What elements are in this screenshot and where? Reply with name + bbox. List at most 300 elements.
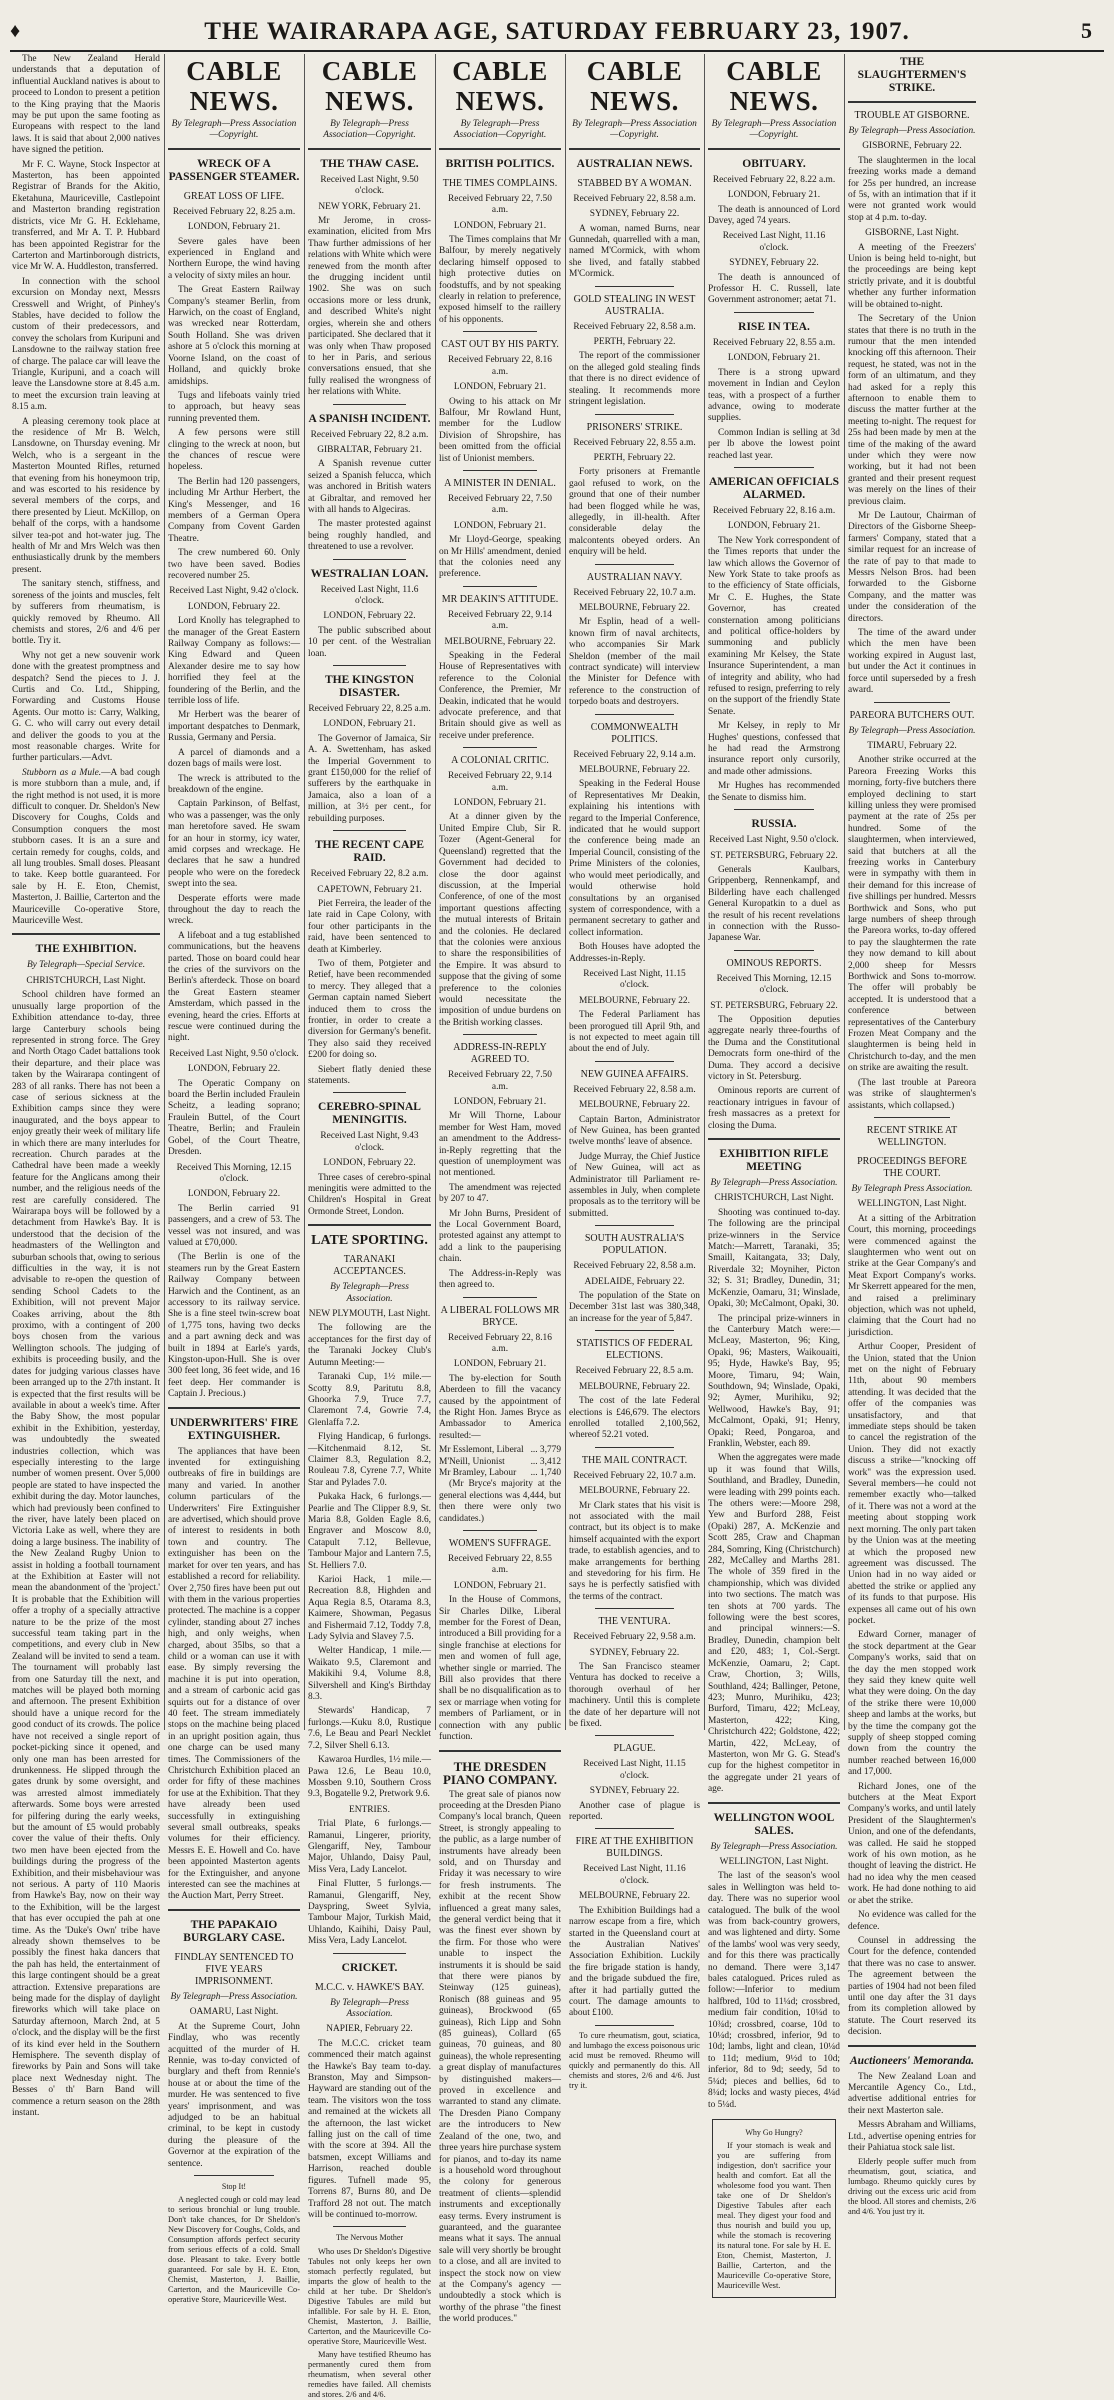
table-row [439,1445,561,1456]
dateline: CHRISTCHURCH, Last Night. [714,1193,834,1204]
article-paragraph: (Mr Bryce's majority at the general elections was 4,444, but then there were only two candidates.) [439,1479,561,1524]
received-line: Received February 22, 10.7 a.m. [573,1470,696,1481]
sub-heading: OMINOUS REPORTS. [726,957,822,969]
article-paragraph: Captain Parkinson, of Belfast, who was a passenger, was the only man heretofore saved. He swam for an hour in stormy, icy water, amid corpses and wreckage. He declares that he saw a hundred people who were on the foredeck swept into the sea. [168,799,300,890]
article-paragraph: The M.C.C. cricket team commenced their match against the Hawke's Bay team to-day. Branston, May and Simpson-Hayward are standing out of the team. The visitors won the toss and remained at the wickets all the afternoon, the last wicket falling just on the call of time with the score at 394. All the batsmen, except Williams and Harrison, reached double figures. Tufnell made 95, Torrens 87, Burns 80, and De Trafford 28 not out. The match will be continued to-morrow. [308,2038,431,2220]
article-paragraph: Mr Jerome, in cross-examination, elicited from Mrs Thaw further admissions of her relations with White which were renewed from the month after the drugging incident until 1902. She was on such occasions more or less drunk, and described White's night orgies, wherein she and others participated. She declared that it was only when Thaw proposed to her in Paris, and serious conversations ensued, that she fully realised the wrongness of her relations with White. [308,216,431,398]
article-paragraph: The Berlin had 120 passengers, including Mr Arthur Herbert, the King's Messenger, and 16 members of a German Opera Company from Covent Garden Theatre. [168,476,300,544]
article-paragraph: Pukaka Hack, 6 furlongs.—Pearlie and The Clipper 8.9, St. Maria 8.8, Golden Eagle 8.6, Engraver and Moscow 8.0, Catapult 7.12, Bellevue, Tambour Major and Lantern 7.5, St. Helliers 7.0. [308,1492,431,1571]
section-heading: WESTRALIAN LOAN. [310,567,429,580]
article-paragraph: The time of the award under which the men have been working expired in August last, but under the Act it continues in force until superseded by a fresh award. [848,628,976,696]
dateline: ADELAIDE, February 22. [584,1276,685,1287]
article-paragraph: Mr Kelsey, in reply to Mr Hughes' questions, confessed that he had read the Armstrong insurance report only cursorily, and made other admissions. [708,721,840,777]
article-paragraph: Captain Barton, Administrator of New Guinea, has been granted twelve months' leave of absence. [569,1114,700,1148]
section-rule [333,404,407,405]
dateline: WELLINGTON, Last Night. [719,1856,829,1867]
column-divider [844,54,845,1730]
received-line: Received February 22, 9.14 a.m. [448,609,552,632]
section-heading: LATE SPORTING. [311,1233,428,1249]
byline: By Telegraph—Press Association. [330,1997,409,2019]
received-line: Received February 22, 8.58 a.m. [573,1084,696,1095]
received-line: Received February 22, 8.2 a.m. [310,869,429,880]
article-paragraph: Another case of plague is reported. [569,1800,700,1823]
section-rule [463,1297,536,1298]
article-paragraph: No evidence was called for the defence. [848,1910,976,1932]
dateline: PERTH, February 22. [593,452,676,463]
article-paragraph: When the aggregates were made up it was found that Wills, Southland, and Bradley, Dunedin, were leading with 299 points each. The others were:—Moore 298, Yew and Burford 288, Feist (Opaki) 287, A. McKenzie and Scott 285, Craw and Chapman 284, Somring, King (Christchurch) 282, McCalley and Marths 281. The whole of 359 fired in the championship, which was divided into two sections. The match was ten shots at 700 yards. The following were the best scores, and principal winners:—S. Bradley, Dunedin, champion belt and £20, 483; 1, Col.-Sergt. McKenzie, Oamaru, 2; Capt. Craw, Chortion, 3; Wills, Southland, 424; Ballinger, Petone, 423; Munro, Murihiku, 423; Burford, Timaru, 422; McLeay, Masterton, 422; King, Christchurch 422; Goldstone, 422; Martin, 422, McLeay, of Masterton, won Mr G. G. Stead's cup for the highest competitor in the aggregate under 21 years of age. [708,1453,840,1795]
article-paragraph: Welter Handicap, 1 mile.—Waikato 9.5, Claremont and Makikihi 9.4, Volume 8.8, Silvershell and King's Birthday 8.3. [308,1646,431,1703]
sub-heading: ADDRESS-IN-REPLY AGREED TO. [453,1042,547,1066]
column-masthead: CABLE NEWS. [186,56,282,116]
byline: By Telegraph—Special Service. [26,960,146,971]
section-rule [333,830,407,831]
dateline: TIMARU, February 22. [867,740,957,751]
byline: By Telegraph—Press Association. [330,1282,409,1304]
sub-heading: THE TIMES COMPLAINS. [442,177,558,189]
section-rule [848,101,976,103]
article-paragraph: Another strike occurred at the Pareora Freezing Works this morning, forty-five butchers there employed declining to start killing unless they were promised payment at the rate of 25s per hundred. Some of the slaughtermen, when interviewed, said that butchers at all the freezing works in Canterbury were in sympathy with them in their demand for this increase of five shillings per hundred. Messrs Borthwick and Sons, who put large numbers of sheep through the Pareora works, to-day offered to pay the slaughtermen the rate they now demand to kill about 2,000 sheep for Messrs Borthwick and Sons to-morrow. The offer will probably be accepted. It is understood that a conference between representatives of the Canterbury Frozen Meat Company and the slaughtermen is being held in Christchurch to-day, and the men on strike are awaiting the result. [848,755,976,1074]
advert-body: If your stomach is weak and you are suffering from indigestion, don't sacrifice your health and comfort. Eat all the wholesome food you want. Then take one of Dr Sheldon's Digestive Tabules after each meal. They digest your food and thus nourish and build you up, while the stomach is recovering its natural tone. For sale by H. E. Eton, Chemist, Masterton, J. Baillie, Carterton, and the Mauriceville Co-operative Store, Mauriceville West. [717,2141,831,2291]
vote-count: 3,412 [539,1456,561,1467]
section-rule [708,1802,840,1804]
sub-heading: THE VENTURA. [598,1616,671,1628]
article-paragraph: A meeting of the Freezers' Union is being held to-night, but the proceedings are being kept strictly private, and it is doubtful whether any further information will be obtained to-night. [848,242,976,310]
article-paragraph: A Spanish revenue cutter seized a Spanish felucca, which was anchored in British waters at Gibraltar, and removed her with all hands to Algeciras. [308,459,431,515]
dateline: WELLINGTON, Last Night. [857,1199,967,1210]
section-rule [439,1750,561,1752]
article-paragraph: The master protested against being roughly handled, and threatened to use a revolver. [308,519,431,553]
article-paragraph: The principal prize-winners in the Canterbury Match were:—McLeay, Masterton, 96; King, Opaki, 96; Masters, Waikouaiti, 95; Hyde, Hawke's Bay, 95; Moore, Timaru, 94; Wain, Southdown, 94; Winslade, Opaki, 92; Aymer, Murihiku, 92; Wellwood, Hawke's Bay, 91; McCalmont, Opaki, 91; Henry, Opaki; Reed, Pongaroa, and Franklin, Webster, each 89. [708,1313,840,1449]
article-paragraph: The appliances that have been invented for extinguishing outbreaks of fire in buildings are many and varied. In another column particulars of the Underwriters' Fire Extinguisher are advertised, which should prove of interest to residents in both town and country. The extinguisher has been on the market for over ten years, and has established a record for reliability. Over 2,750 fires have been put out with them in the various properties protected. The machine is a copper cylinder, standing about 27 inches high, and only weighs, when charged, about 35lbs, so that a child or a woman can use it with ease. By simply reversing the machine it is put into operation, and a stream of carbonic acid gas squirts out for a distance of over 40 feet. The stream immediately stops on the machine being placed in an upright position again, thus one charge can be used many times. The Commissioners of the Christchurch Exhibition placed an order for fifty of these machines for use at the Exhibition. That they have already been used successfully in extinguishing several small outbreaks, speaks volumes for their efficiency. Messrs E. E. Howell and Co. have been appointed Masterton agents for the Extinguisher, and anyone interested can see the machines at the Auction Mart, Perry Street. [168,1446,300,1902]
column-2 [168,54,300,2305]
article-paragraph: The great sale of pianos now proceeding at the Dresden Piano Company's local branch, Queen Street, is strongly appealing to the public, as a large number of instruments have already been sold, and on Thursday and Friday it was necessary to wire for fresh instruments. The exhibit at the recent Show influenced a great many sales, the general verdict being that it was the finest ever shown by the firm. For those who were unable to inspect the instruments it is should be said that there were pianos by Steinway (125 guineas), Ronisch (88 guineas and 95 guineas), Brockwood (65 guineas), Rich Lipp and Sohn (85 guineas), Collard (65 guineas, 70 guineas, and 80 guineas), the whole representing a great display of manufactures by distinguished makers—proved in excellence and warranted to stand any climate. The Dresden Piano Company are the introducers to New Zealand of the one, two, and three years hire purchase system for pianos, and to-day its name is a household word throughout the colony for generous treatment of clients—splendid instruments and exceptionally easy terms. Every instrument is guaranteed, and the guarantee means what it says. The annual sale will very shortly be brought to a close, and all are invited to inspect the stock now on view at the Company's agency — undoubtedly a stock which is worthy of the phrase "the finest the world produces." [439,1789,561,2325]
section-rule [463,1530,536,1531]
article-paragraph: The Opposition deputies aggregate nearly three-fourths of the Duma and the Constitutional Democrats form one-third of the Duma. They accord a decisive victory in St. Petersburg. [708,1014,840,1082]
sub-heading: COMMONWEALTH POLITICS. [590,721,679,745]
column-6 [708,54,840,2291]
received-line: Received February 22, 8.58 a.m. [573,1261,696,1272]
dateline: MELBOURNE, February 22. [579,1486,690,1497]
section-rule [595,2025,674,2026]
sub-heading: GREAT LOSS OF LIFE. [183,190,285,202]
section-rule [595,1828,674,1829]
received-line: Received February 22, 8.16 a.m. [448,355,552,377]
dateline: LONDON, February 21. [453,1097,547,1107]
sub-heading: STATISTICS OF FEDERAL ELECTIONS. [576,1338,693,1362]
article-paragraph: Owing to his attack on Mr Balfour, Mr Rowland Hunt, member for the Ludlow Division of Shropshire, has been omitted from the official list of Unionist members. [439,396,561,464]
dateline: LONDON, February 21. [453,520,547,531]
dateline: LONDON, February 21. [187,222,281,233]
section-rule [463,1034,536,1035]
column-masthead: CABLE NEWS. [726,56,822,116]
masthead-rule [10,50,1104,52]
article-paragraph: The New York correspondent of the Times reports that under the law which allows the Governor of New York State to take proofs as to the efficiency of State officials, Mr C. E. Hughes, the State Governor, has created consternation among politicians and political office-holders by summoning and publicly examining Mr Kelsey, the State Insurance Superintendent, a man of integrity and ability, who had refused to resign, preferring to rely on the support of the friendly State Senate. [708,535,840,717]
article-paragraph: Mr Hughes has recommended the Senate to dismiss him. [708,781,840,803]
section-rule [12,933,160,935]
received-line: Received Last Night, 11.16 o'clock. [583,1864,686,1886]
article-paragraph: Kawaroa Hurdles, 1½ mile.—Pawa 12.6, Le Beau 10.0, Mossben 9.10, Southern Cross 9.3, Bogatelle 9.2, Pretwork 9.6. [308,1755,431,1800]
column-divider [164,54,165,1730]
section-heading: WRECK OF A PASSENGER STEAMER. [168,157,300,183]
section-rule [734,312,813,313]
received-line: Received February 22, 8.22 a.m. [712,174,836,185]
article-paragraph: The Secretary of the Union states that there is no truth in the rumour that the men intended knocking off this afternoon. Their request, he stated, was not in the form of an ultimatum, and they had asked for a reply this afternoon to enable them to discuss the matter further at the meeting to-night. The request for 25s had been made by men at the time of the making of the award under which they were now working, but it had not been granted and their present request was merely on the lines of their previous claim. [848,314,976,507]
leader-dots: ... [530,1467,538,1478]
section-heading: THE THAW CASE. [320,157,419,170]
article-paragraph: A parcel of diamonds and a dozen bags of mails were lost. [168,747,300,770]
article-paragraph: Ominous reports are current of reactionary intrigues in favour of fresh massacres as a pretext for closing the Duma. [708,1086,840,1131]
article-paragraph: Piet Ferreira, the leader of the late raid in Cape Colony, with four other participants in the raid, have been sentenced to death at Kimberley. [308,898,431,955]
section-rule [308,148,431,150]
article-paragraph: Messrs Abraham and Williams, Ltd., advertise opening entries for their Pahiatua stock sale list. [848,2120,976,2153]
sub-heading: STABBED BY A WOMAN. [577,177,692,189]
sub-heading: AUSTRALIAN NAVY. [586,571,683,583]
candidate-name: Mr Bramley, Labour [439,1467,517,1478]
leader-dots: ... [530,1445,538,1456]
article-paragraph: Edward Corner, manager of the stock department at the Gear Company's works, said that on the day the men stopped work they said they knew quite well what they were doing. On the day of the strike there were 10,000 sheep and lambs at the works, but by the time the company got the supply of sheep stopped coming down from the country the number reached between 16,000 and 17,000. [848,1630,976,1778]
article-paragraph: The last of the season's wool sales in Wellington was held to-day. There was no superior wool catalogued. The bulk of the wool was from back-country growers, and was lightened and dirty. Some of the lambs' wool was very seedy, and for this there was practically no demand. There were 3,147 bales catalogued. Prices ruled as follow:—Inferior to medium halfbred, 10d to 11¼d; crossbred, medium fair condition, 10¼d to 10¾d; crossbred, coarse, 10d to 10¼d; crossbred, inferior, 9d to 10d; lambs, light and clean, 10¼d to 11d; medium, 9½d to 10d; inferior, 8d to 9d; seedy, 5d to 5¼d; pieces and bellies, 6d to 8¼d; locks and wasty pieces, 4¼d to 5¼d. [708,1871,840,2110]
table-row [439,1457,561,1468]
section-rule [595,1330,674,1331]
section-heading: RUSSIA. [751,818,797,831]
page-number: 5 [1081,18,1092,43]
received-line: Received Last Night, 9.50 o'clock. [320,174,419,197]
received-line: Received February 22, 8.16 a.m. [712,505,836,516]
received-line: Received Last Night, 9.42 o'clock. [169,586,299,597]
article-paragraph: The following are the acceptances for the first day of the Taranaki Jockey Club's Autumn Meeting:— [308,1323,431,1368]
received-line: Received Last Night, 11.15 o'clock. [583,1759,686,1781]
article-paragraph: Speaking in the Federal House of Representatives Mr Deakin, explaining his intentions with regard to the Imperial Conference, indicated that he would support the conference being made an Imperial Council, consisting of the Prime Ministers of the colonies, who would meet periodically, and would otherwise hold consultations by an organised system of correspondence, with a permanent secretary to gather and collect information. [569,779,700,938]
column-divider [704,54,705,1730]
article-paragraph: At the Supreme Court, John Findlay, who was recently acquitted of the murder of H. Rennie, was to-day convicted of burglary and theft from Rennie's house at or about the time of the murder. He was sentenced to five years' imprisonment, and was adjudged to be an habitual criminal, to be kept in custody during the pleasure of the Governor at the expiration of the sentence. [168,2021,300,2169]
sub-heading: PLAGUE. [613,1743,656,1755]
advert-body: Who uses Dr Sheldon's Digestive Tabules not only keeps her own stomach perfectly regulated, but imparts the glow of health to the child at her tube. Dr Sheldon's Digestive Tabules are mild but infallible. For sale by H. E. Eton, Chemist, Masterton, J. Baillie, Carterton, and the Mauriceville Co-operative Store, Mauriceville West. [308,2246,431,2346]
column-5 [569,54,700,2090]
received-line: Received This Morning, 12.15 o'clock. [716,973,832,996]
byline: By Telegraph—Press Association—Copyright. [171,119,297,141]
vote-count: 1,740 [539,1467,561,1478]
section-heading: CRICKET. [341,1961,398,1974]
dateline: NEW PLYMOUTH, Last Night. [308,1309,431,1320]
received-line: Received Last Night, 11.6 o'clock. [320,584,419,606]
sub-heading: TARANAKI ACCEPTANCES. [333,1254,406,1278]
section-heading: THE PAPAKAIO BURGLARY CASE. [183,1918,285,1944]
dateline: ST. PETERSBURG, February 22. [710,1000,838,1011]
column-3 [308,54,431,2399]
section-rule [463,747,536,748]
vote-count: 3,779 [539,1445,561,1456]
candidate-name: M'Neill, Unionist [439,1456,505,1467]
sub-heading: PROCEEDINGS BEFORE THE COURT. [857,1155,967,1179]
article-paragraph: (The Berlin is one of the steamers run by the Great Eastern Railway Company between Harwich and the Continent, as an accessory to its railway service. She is a fine steel twin-screw boat of 1,775 tons, having two decks and a part awning deck and was built in 1894 at Earle's yards, Kingston-upon-Hull. She is over 300 feet long, 36 feet wide, and 16 feet deep. Her commander is Captain J. Precious.) [168,1252,300,1400]
article-paragraph: The New Zealand Loan and Mercantile Agency Co., Ltd., advertise additional entries for their next Masterton sale. [848,2071,976,2116]
received-line: Received February 22, 8.58 a.m. [573,193,696,204]
dateline: MELBOURNE, February 22. [579,765,690,776]
section-rule [734,809,813,810]
section-rule [308,1224,431,1226]
article-paragraph: The slaughtermen in the local freezing works made a demand for 25s per hundred, an increase of 5s, with an intimation that if it were not granted work would stop at 4 p.m. to-day. [848,155,976,223]
column-divider [304,54,305,1730]
section-rule [569,148,700,150]
article-paragraph: The report of the commissioner on the alleged gold stealing finds that there is no direct evidence of stealing. It recommends more stringent legislation. [569,351,700,408]
sub-heading: MR DEAKIN'S ATTITUDE. [441,593,559,605]
dateline: MELBOURNE, February 22. [579,1891,690,1902]
advert-paragraph [12,768,160,928]
section-rule [168,1407,300,1409]
received-line: Received February 22, 8.25 a.m. [172,206,296,217]
section-rule [708,148,840,150]
article-paragraph: At a sitting of the Arbitration Court, this morning, proceedings were commenced against the slaughtermen who went out on strike at the Gear Company's and Meat Export Company's works. Mr Skerrett appeared for the men, and raised a preliminary objection, which was not upheld, claiming that the Court had no jurisdiction. [848,1213,976,1338]
column-7-inner [848,54,976,2220]
dateline: PERTH, February 22. [593,337,676,348]
article-paragraph: Common Indian is selling at 3d per lb above the lowest point reached last year. [708,427,840,461]
article-paragraph: The Great Eastern Railway Company's steamer Berlin, from Harwich, on the coast of England, was wrecked near Rotterdam, South Holland. She was driven ashore at 5 o'clock this morning at Voorne Island, on the coast of Holland, and quickly broke amidships. [168,285,300,387]
received-line: Received February 22, 7.50 a.m. [448,1070,552,1092]
section-rule [874,1117,951,1118]
article-paragraph: The population of the State on December 31st last was 380,348, an increase for the year of 5,847. [569,1291,700,1324]
sub-heading: THE MAIL CONTRACT. [581,1454,688,1466]
byline: By Telegraph—Press Association—Copyright. [711,119,837,141]
sub-heading: SOUTH AUSTRALIA'S POPULATION. [584,1233,685,1257]
column-1 [12,54,160,2119]
dateline: LONDON, February 21. [453,220,547,231]
article-paragraph: Final Flutter, 5 furlongs.—Ramanui, Glengariff, Ney, Dayspring, Sweet Sylvia, Tambour Major, Turkish Maid, Uhlando, Kaihihi, Daisy Paul, Miss Vera, Lady Lancelot. [308,1879,431,1947]
dateline: LONDON, February 22. [323,1158,416,1169]
sub-heading: PAREORA BUTCHERS OUT. [849,709,975,721]
advert-body: To cure rheumatism, gout, sciatica, and lumbago the excess poisonous uric acid must be removed. Rheumo will quickly and permanently do this. All chemists and stores, 2/6 and 4/6. Just try it. [569,2030,700,2090]
advert-heading: Why Go Hungry? [745,2127,803,2137]
column-masthead: CABLE NEWS. [586,56,683,116]
section-heading: OBITUARY. [742,157,806,170]
section-rule [333,559,407,560]
section-heading: AUSTRALIAN NEWS. [576,157,693,170]
received-line: Received February 22, 7.50 a.m. [448,493,552,516]
received-line: Received February 22, 9.58 a.m. [573,1632,696,1643]
article-paragraph: Taranaki Cup, 1½ mile.—Scotty 8.9, Paritutu 8.8, Ghoorka 7.9, Truce 7.7, Claremont 7.4, Gowrie 7.4, Glenlaffa 7.2. [308,1372,431,1428]
article-paragraph: The amendment was rejected by 207 to 47. [439,1182,561,1205]
article-paragraph: Desperate efforts were made throughout the day to reach the wreck. [168,893,300,927]
section-rule [168,1909,300,1911]
article-paragraph: A few persons were still clinging to the wreck at noon, but the chances of rescue were hopeless. [168,428,300,473]
article-paragraph: The public subscribed about 10 per cent. of the Westralian loan. [308,625,431,659]
received-line: Received This Morning, 12.15 o'clock. [176,1162,292,1184]
byline: By Telegraph—Press Association—Copyright. [572,119,697,141]
section-heading: THE KINGSTON DISASTER. [325,674,414,700]
article-paragraph: Mr Herbert was the bearer of important despatches to Denmark, Russia, Germany and Persia. [168,710,300,744]
dateline: LONDON, February 21. [727,353,821,364]
dateline: GISBORNE, Last Night. [865,228,959,239]
article-paragraph: The Address-in-Reply was then agreed to. [439,1268,561,1291]
received-line: Received February 22, 8.16 a.m. [448,1332,552,1354]
masthead-title: THE WAIRARAPA AGE, SATURDAY FEBRUARY 23, 1907. [204,18,910,45]
section-heading: THE EXHIBITION. [35,943,137,956]
column-divider [565,54,566,1730]
section-heading: Auctioneers' Memoranda. [850,2054,974,2067]
article-paragraph: Stewards' Handicap, 7 furlongs.—Kuku 8.0, Rustique 7.6, Le Beau and Pearl Necklet 7.2, Silver Shell 6.13. [308,1706,431,1751]
received-line: Received February 22, 8.55 a.m. [573,437,696,448]
received-line: Received Last Night, 9.50 o'clock. [709,835,839,846]
byline: By Telegraph—Press Association. [848,126,976,136]
dateline: LONDON, February 21. [453,1359,547,1370]
article-paragraph: Speaking in the Federal House of Representatives with reference to the Colonial Conference, the Premier, Mr Deakin, indicated that he would advocate preference, and that Britain should give as well as receive under preference. [439,651,561,741]
sub-heading: RECENT STRIKE AT WELLINGTON. [866,1124,958,1148]
dateline: LONDON, February 21. [453,1580,547,1591]
byline: By Telegraph—Press Association. [848,725,976,736]
article-paragraph: Mr Will Thorne, Labour member for West Ham, moved an amendment to the Address-in-Reply regretting that the question of unemployment was not mentioned. [439,1111,561,1179]
article-paragraph: Both Houses have adopted the Addresses-in-Reply. [569,942,700,964]
section-rule [463,586,536,587]
section-heading: BRITISH POLITICS. [445,157,555,170]
section-heading: THE SLAUGHTERMEN'S STRIKE. [857,56,967,94]
article-paragraph: Mr F. C. Wayne, Stock Inspector at Masterton, has been appointed Registrar of Brands for the Akitio, Eketahuna, Mauriceville, Castlepoint and Masterton branding registration districts, vice Mr G. H. Ecklehame, transferred, and Mr A. T. P. Hubbard has been appointed Registrar for the Carterton and Martinborough districts, vice Mr W. A. Huddleston, transferred. [12,159,160,273]
section-rule [734,467,813,468]
section-rule [439,148,561,150]
article-paragraph: Generals Kaulbars, Grippenberg, Rennenkampf, and Bilderling have each challenged General Kuropatkin to a duel as the result of his recent revelations in connection with the Russo-Japanese War. [708,864,840,944]
section-rule [333,2226,407,2227]
dateline: MELBOURNE, February 22. [444,636,556,647]
sub-heading: A COLONIAL CRITIC. [451,755,549,767]
section-rule [463,331,536,332]
table-row [439,1468,561,1479]
article-paragraph: Severe gales have been experienced in England and Northern Europe, the wind having a velocity of sixty miles an hour. [168,236,300,281]
article-paragraph: The Exhibition Buildings had a narrow escape from a fire, which started in the Queensland court at the Australian Natives' Association Exhibition. Luckily the fire brigade station is handy, and the brigade subdued the fire, after it had partially gutted the court. The damage amounts to about £100. [569,1905,700,2019]
article-paragraph: The Berlin carried 91 passengers, and a crew of 53. The vessel was not insured, and was valued at £70,000. [168,1203,300,1248]
section-heading: RISE IN TEA. [738,320,810,333]
section-rule [168,148,300,150]
advert-heading: Stubborn as a Mule. [22,767,102,778]
section-heading: THE RECENT CAPE RAID. [314,839,425,865]
article-paragraph: Siebert flatly denied these statements. [308,1064,431,1086]
article-paragraph: Mr Lloyd-George, speaking on Mr Hills' amendment, denied that the colonies need any preference. [439,535,561,580]
article-paragraph: Arthur Cooper, President of the Union, stated that the Union met on the night of February 11th, about 90 members attending. It was decided that the offer of the companies was unsatisfactory, and that immediate steps should be taken to cancel the registration of the Union. They did not exactly discuss a strike—"knocking off work" was the expression used. Several members—he could not remember exactly who—talked of it. There was not a word at the meeting about stopping work next morning. The only part taken by the Union was at the meeting at which the proposed new agreement was discussed. The Union had in no way aided or abetted the strike or applied any of its funds to that purpose. His expenses all came out of his own pocket. [848,1342,976,1626]
advert-box [712,2119,836,2298]
section-rule [595,286,674,287]
sub-heading: FINDLAY SENTENCED TO FIVE YEARS IMPRISONMENT. [174,1951,294,1987]
received-line: Received Last Night, 9.50 o'clock. [169,1048,299,1059]
article-paragraph: Flying Handicap, 6 furlongs.—Kitchenmaid 8.12, St. Claimer 8.3, Regulation 8.2, Rouleau 7.8, Cyrene 7.7, White Star and Pylades 7.0. [308,1432,431,1488]
sub-heading: CAST OUT BY HIS PARTY. [441,339,559,351]
article-paragraph: In connection with the school excursion on Monday next, Messrs Cresswell and Wright, of Pinhey's Stables, have decided to follow the custom of their predecessors, and convey the scholars from Kuripuni and Lansdowne to the railway station free of charge. The palace car will leave the Triangle, Kuripuni, and a coach will leave the Lansdowne store at 8.45 a.m. to meet the excursion train leaving at 8.15 a.m. [12,276,160,413]
received-line: Received February 22, 7.50 a.m. [448,193,552,216]
section-rule [333,665,407,666]
advert-heading: The Nervous Mother [335,2233,404,2243]
article-paragraph: Three cases of cerebro-spinal meningitis were admitted to the Children's Hospital in Great Ormonde Street, London. [308,1172,431,1217]
received-line: Received February 22, 8.5 a.m. [575,1366,694,1377]
article-paragraph: Mr John Burns, President of the Local Government Board, protested against any attempt to add a link to the pauperising chain. [439,1208,561,1265]
dateline: NAPIER, February 22. [326,2024,413,2035]
section-heading: AMERICAN OFFICIALS ALARMED. [708,475,840,501]
article-paragraph: Lord Knolly has telegraphed to the manager of the Great Eastern Railway Company as follows:—King Edward and Queen Alexander desire me to say how horrified they feel at the foundering of the Berlin, and the terrible loss of life. [168,616,300,707]
received-line: Received February 22, 8.2 a.m. [310,429,429,440]
dateline: LONDON, February 21. [453,382,547,393]
article-paragraph: There is a strong upward movement in Indian and Ceylon teas, with a prospect of a further advance, owing to moderate supplies. [708,367,840,424]
section-rule [595,714,674,715]
section-heading: EXHIBITION RIFLE MEETING [719,1148,829,1174]
article-paragraph: Karioi Hack, 1 mile.—Recreation 8.8, Highden and Aqua Regia 8.5, Otarama 8.3, Kaimere, Showman, Pegasus and Fishermaid 7.12, Toddy 7.8, Lady Sylvia and Slavey 7.5. [308,1575,431,1643]
article-paragraph: Two of them, Potgieter and Retief, have been recommended to mercy. They alleged that a German captain named Siebert induced them to cross the frontier, in order to create a diversion for Germany's benefit. They also said they received £200 for doing so. [308,958,431,1061]
column-7 [848,54,1104,2217]
section-rule [595,1608,674,1609]
dateline: GIBRALTAR, February 21. [317,444,422,455]
section-heading: THE DRESDEN PIANO COMPANY. [442,1758,558,1787]
received-line: Received February 22, 9.14 a.m. [448,771,552,793]
received-line: Received Last Night, 11.16 o'clock. [722,231,826,253]
sub-heading: A LIBERAL FOLLOWS MR BRYCE. [440,1304,560,1328]
received-line: Received February 22, 8.25 a.m. [308,704,431,715]
byline: By Telegraph—Press Association. [170,1991,298,2002]
column-masthead: CABLE NEWS. [452,56,548,116]
dateline: SYDNEY, February 22. [589,209,680,220]
article-paragraph: The New Zealand Herald understands that a deputation of influential Auckland natives is about to proceed to London to present a petition to the King praying that the Maoris may be put upon the same footing as Europeans with respect to the land laws. It is said that about 2,000 natives have signed the petition. [12,54,160,156]
dateline: MELBOURNE, February 22. [579,1100,690,1111]
article-paragraph: The Operatic Company on board the Berlin included Fraulein Scheitz, a leading soprano; Fraulein Buttel, of the Court Theatre, Berlin; and Fraulein Gobel, of the Court Theatre, Dresden. [168,1078,300,1158]
dateline: SYDNEY, February 22. [589,1647,680,1658]
sub-heading: WOMEN'S SUFFRAGE. [448,1538,552,1549]
article-paragraph: Forty prisoners at Fremantle gaol refused to work, on the ground that one of their number had been flogged while he was, allegedly, in ill-health. After considerable delay the malcontents obeyed orders. An enquiry will be held. [569,467,700,558]
section-heading: A SPANISH INCIDENT. [308,412,431,425]
article-paragraph: A lifeboat and a tug established communications, but the heavens parted. Those on board could hear the cries of the survivors on the Berlin's afterdeck. Those on board the Great Eastern steamer Amsterdam, which passed in the evening, heard the cries. Efforts at rescue were continued during the night. [168,930,300,1044]
dateline: OAMARU, Last Night. [189,2007,279,2018]
sub-heading: PRISONERS' STRIKE. [586,421,683,433]
dateline: MELBOURNE, February 22. [579,995,690,1006]
article-paragraph: The sanitary stench, stiffness, and soreness of the joints and muscles, felt by sufferers from rheumatism, is quickly removed by Rheumo. All chemists and stores, 2/6 and 4/6 per bottle. Try it. [12,579,160,647]
candidate-name: Mr Esslemont, Liberal [439,1445,524,1456]
dateline: LONDON, February 21. [453,798,547,809]
advert-body: Elderly people suffer much from rheumatism, gout, sciatica, and lumbago. Rheumo quickly cures by driving out the excess uric acid from the blood. All stores and chemists, 2/6 and 4/6. You just try it. [848,2157,976,2217]
section-heading: WELLINGTON WOOL SALES. [713,1811,835,1837]
section-rule [595,564,674,565]
section-rule [595,1061,674,1062]
advert-body: A neglected cough or cold may lead to serious bronchial or lung trouble. Don't take chances, for Dr Sheldon's New Discovery for Coughs, Colds, and Consumption affords perfect security from serious effects of a cold. Small dose. Pleasant to take. Every bottle guaranteed. For sale by H. E. Eton, Chemist, Masterton, J. Baillie, Carterton, and the Mauriceville Co-operative Store, Mauriceville West. [168,2195,300,2305]
section-rule [595,1447,674,1448]
section-rule [848,2045,976,2047]
section-rule [194,2175,273,2176]
election-results-table [439,1445,561,1479]
article-paragraph: Mr Clark states that his visit is not associated with the mail contract, but its object is to make himself acquainted with the export trade, to establish agencies, and to make arrangements for berthing and stevedoring for his firm. He says he is perfectly satisfied with the terms of the contract. [569,1500,700,1602]
masthead-ornament: ♦ [10,20,21,42]
leader-dots: ... [530,1456,538,1467]
section-heading: CEREBRO-SPINAL MENINGITIS. [318,1101,421,1127]
dateline: LONDON, February 22. [323,611,416,622]
section-rule [595,414,674,415]
dateline: MELBOURNE, February 22. [579,1381,690,1392]
received-line: Received February 22, 10.7 a.m. [573,587,696,598]
byline: By Telegraph—Press Association. [710,1178,838,1189]
article-paragraph: The cost of the late Federal elections is £46,679. The electors enrolled totalled 2,100,562, whereof 52.21 voted. [569,1396,700,1441]
sub-heading: FIRE AT THE EXHIBITION BUILDINGS. [575,1836,694,1860]
article-paragraph: The wreck is attributed to the breakdown of the engine. [168,773,300,795]
received-line: Received February 22, 8.55 a.m. [712,337,836,348]
dateline: LONDON, February 21. [727,521,821,532]
sub-heading: M.C.C. v. HAWKE'S BAY. [314,1981,425,1993]
dateline: LONDON, February 22. [187,1064,281,1075]
article-paragraph: Mr De Lautour, Chairman of Directors of the Gisborne Sheep-farmers' Company, stated that a similar request for an increase of the rate of pay to that made to Messrs Nelson Bros. had been forwarded to the Gisborne Company, and the matter was under the consideration of the directors. [848,511,976,624]
dateline: SYDNEY, February 22. [729,258,819,269]
byline: By Telegraph—Press Association. [710,1841,838,1852]
article-paragraph: The San Francisco steamer Ventura has docked to receive a thorough overhaul of her machinery. Until this is complete the date of her departure will not be fixed. [569,1662,700,1730]
article-paragraph: A pleasing ceremony took place at the residence of Mr B. Welch, Lansdowne, on Thursday evening. Mr Welch, who is a sergeant in the Masterton Mounted Rifles, returned that evening from his honeymoon trip, and was escorted to his residence by several members of the corps, and there presented by Lieut. McKillop, on behalf of the corps, with a handsome silver tea-pot and hot-water jug. The health of Mr and Mrs Welch was then enthusiastically drunk by the members present. [12,416,160,575]
dateline: MELBOURNE, February 22. [579,602,690,613]
section-rule [708,1138,840,1140]
article-paragraph: Mr Esplin, head of a well-known firm of naval architects, who accompanies Sir Mark Sheldon (member of the mail contract syndicate) will interview the Minister for Defence with reference to the construction of torpedo boats and destroyers. [569,617,700,708]
article-paragraph: In the House of Commons, Sir Charles Dilke, Liberal member for the Forest of Dean, introduced a Bill providing for a single franchise at elections for men and women of full age, whether single or married. The Bill also provides that there shall be no disqualification as to sex or marriage when voting for members of Parliament, or in connection with any public function. [439,1595,561,1743]
article-paragraph: Trial Plate, 6 furlongs.—Ramanui, Lingerer, priority, Glengariff, Ney, Tambour Major, Uhlando, Daisy Paul, Miss Vera, Lady Lancelot. [308,1819,431,1875]
section-rule [874,702,951,703]
sub-heading: A MINISTER IN DENIAL. [444,477,556,489]
section-rule [463,470,536,471]
article-paragraph: Shooting was continued to-day. The following are the principal prize-winners in the Service Match:—Marrett, Taranaki, 35; Smaill, Kaitangata, 33; Daly, Riverdale 32; Moyniher, Picton 32; S. 31; Bradley, Dunedin, 31; McKenzie, Oamaru, 31; Winslade, Opaki, 30; McCalmont, Opaki, 30. [708,1207,840,1310]
column-4 [439,54,561,2325]
